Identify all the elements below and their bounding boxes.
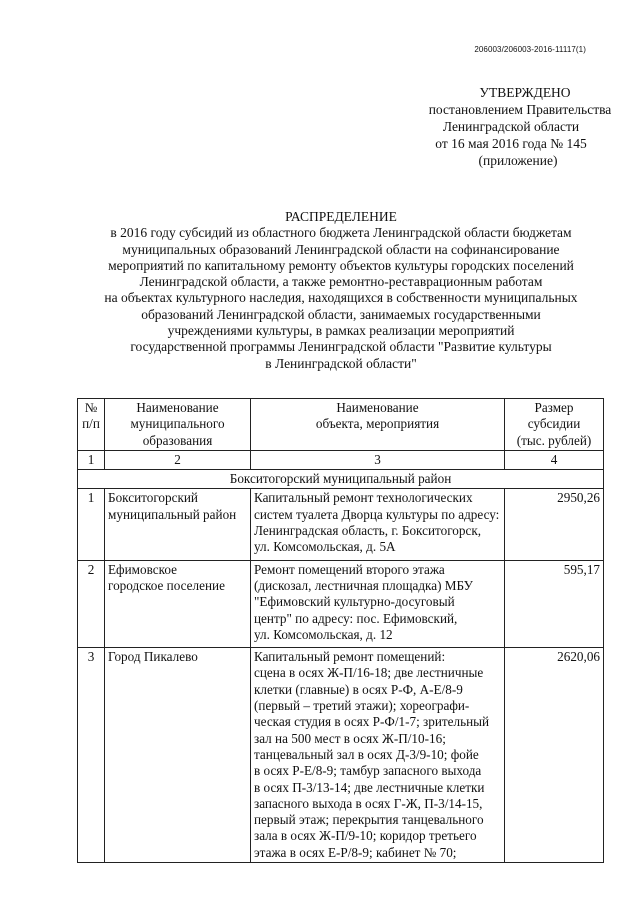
column-number-row	[78, 450, 604, 469]
row-object: Капитальный ремонт технологических систем туалета Дворца культуры по адресу: Ленинградская область, г. Бокситогорск, ул. Комсомольская, д. 5А	[251, 489, 505, 560]
row-amount: 595,17	[505, 560, 604, 647]
table-row	[78, 489, 604, 560]
approval-stamp-block	[400, 84, 620, 169]
table-header-row	[78, 399, 604, 451]
title-heading: РАСПРЕДЕЛЕНИЕ	[285, 209, 397, 224]
title-line: государственной программы Ленинградской области "Развитие культуры	[130, 339, 552, 355]
approved-line-1: постановлением Правительства	[428, 102, 612, 117]
row-object: Ремонт помещений второго этажа (дискозал, лестничная площадка) МБУ "Ефимовский культурно-досуговый центр" по адресу: пос. Ефимовский, ул. Комсомольская, д. 12	[251, 560, 505, 647]
title-line: муниципальных образований Ленинградской области на софинансирование	[122, 241, 560, 257]
document-registration-number: 206003/206003-2016-11117(1)	[474, 45, 586, 54]
title-line: в 2016 году субсидий из областного бюджета Ленинградской области бюджетам	[110, 225, 572, 241]
title-line: образований Ленинградской области, занимаемых государственными	[141, 306, 541, 322]
column-number: 4	[505, 450, 604, 469]
row-amount: 2950,26	[505, 489, 604, 560]
row-num: 1	[78, 489, 105, 560]
approved-heading: УТВЕРЖДЕНО	[479, 85, 571, 100]
header-object: Наименование объекта, мероприятия	[251, 399, 505, 451]
title-line: на объектах культурного наследия, находящихся в собственности муниципальных	[104, 290, 578, 306]
header-municipality: Наименование муниципального образования	[105, 399, 251, 451]
column-number: 3	[251, 450, 505, 469]
column-number: 1	[78, 450, 105, 469]
section-row	[78, 470, 604, 489]
title-line: мероприятий по капитальному ремонту объектов культуры городских поселений	[108, 257, 574, 273]
approved-line-4: (приложение)	[478, 153, 558, 168]
approved-line-3: от 16 мая 2016 года № 145	[435, 136, 587, 151]
row-amount: 2620,06	[505, 648, 604, 863]
table-row	[78, 648, 604, 863]
subsidy-distribution-table	[77, 398, 604, 863]
approved-line-2: Ленинградской области	[442, 119, 580, 134]
row-municipality: Город Пикалево	[105, 648, 251, 863]
header-amount: Размер субсидии (тыс. рублей)	[505, 399, 604, 451]
row-num: 2	[78, 560, 105, 647]
document-title	[80, 209, 602, 372]
title-line: в Ленинградской области"	[265, 355, 417, 371]
column-number: 2	[105, 450, 251, 469]
row-municipality: Бокситогорский муниципальный район	[105, 489, 251, 560]
section-title: Бокситогорский муниципальный район	[78, 470, 604, 489]
title-line: учреждениями культуры, в рамках реализации мероприятий	[167, 323, 515, 339]
row-object: Капитальный ремонт помещений: сцена в осях Ж-П/16-18; две лестничные клетки (главные) в осях Р-Ф, А-Е/8-9 (первый – третий этажи); хореографи- ческая студия в осях Р-Ф/1-7; зрительный зал на 500 мест в осях Ж-П/10-16; танцевальный зал в осях Д-3/9-10; фойе в осях Р-Е/8-9; тамбур запасного выхода в осях П-3/13-14; две лестничные клетки запасного выхода в осях Г-Ж, П-3/14-15, первый этаж; перекрытия танцевального зала в осях Ж-П/9-10; коридор третьего этажа в осях Е-Р/8-9; кабинет № 70;	[251, 648, 505, 863]
table-row	[78, 560, 604, 647]
row-num: 3	[78, 648, 105, 863]
header-num: № п/п	[78, 399, 105, 451]
row-municipality: Ефимовское городское поселение	[105, 560, 251, 647]
title-line: Ленинградской области, а также ремонтно-реставрационным работам	[139, 274, 543, 290]
